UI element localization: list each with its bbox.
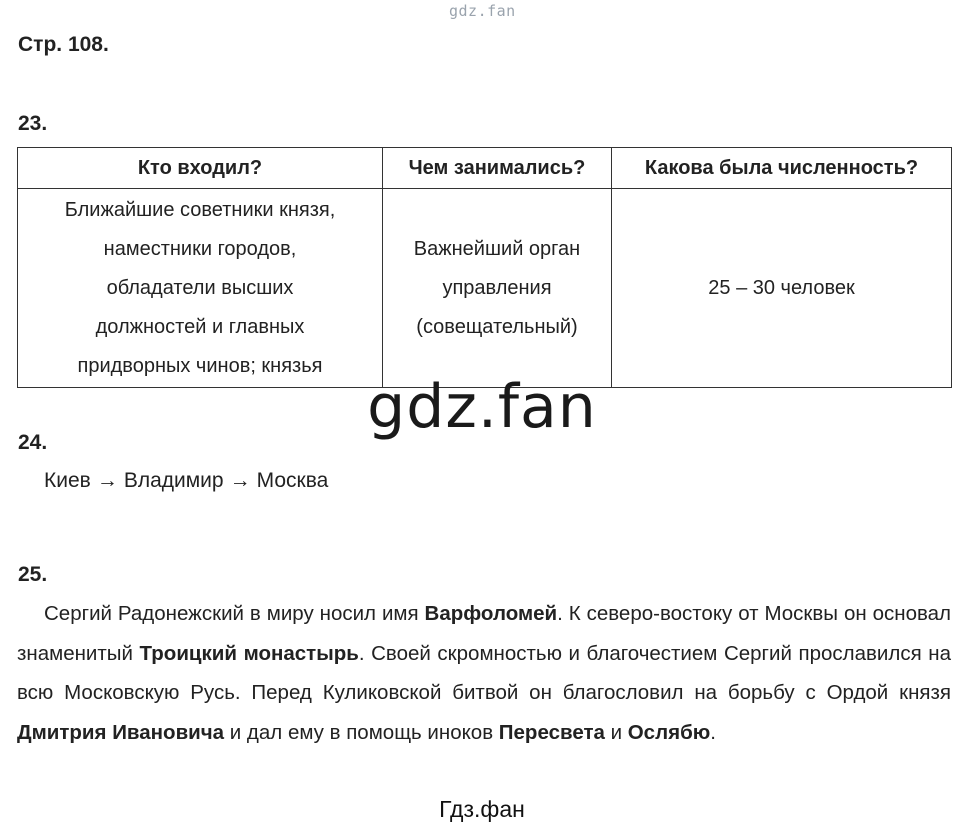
cell-who [18,189,383,388]
route-city: Владимир [123,469,224,492]
paragraph-bold-text: Дмитрия Ивановича [17,720,225,744]
route-city: Москва [256,469,329,492]
paragraph-text: и [604,720,628,744]
page-label: Стр. 108. [18,33,109,56]
paragraph-bold-text: Троицкий монастырь [139,641,359,665]
cell-line: придворных чинов; князья [77,354,323,377]
paragraph-bold-text: Варфоломей [424,602,558,625]
paragraph-bold-text: Пересвета [498,720,605,744]
cell-what [383,189,612,388]
arrow-right-icon: → [96,469,118,492]
route-line [44,469,328,493]
cell-line: (совещательный) [416,315,578,338]
cell-count [612,189,952,388]
cell-line: обладатели высших [106,276,294,299]
watermark-large: gdz.fan [367,372,597,442]
table-row [18,189,952,388]
route-city: Киев [44,469,91,492]
paragraph-text: . К северо-востоку от Москвы он основал знаменитый [17,602,951,665]
header-who: Кто входил? [18,148,383,189]
watermark-top: gdz.fan [449,2,516,20]
cell-line: наместники городов, [103,237,297,260]
arrow-right-icon: → [229,469,251,492]
task-24-number: 24. [18,431,48,454]
task-23-number: 23. [18,112,48,135]
paragraph-text: . Своей скромностью и благочестием Сергий прославился на всю Московскую Русь. Перед Куликовской битвой он благословил на борьбу с Ордой князя [17,641,951,704]
watermark-bottom: Гдз.фан [439,796,525,822]
cell-line: должностей и главных [95,315,305,338]
cell-line: 25 – 30 человек [708,276,855,299]
cell-line: управления [442,276,552,299]
paragraph-text: . [710,720,716,744]
cell-line: Важнейший орган [413,237,581,260]
paragraph-text: Сергий Радонежский в миру носил имя [44,602,425,625]
paragraph-text: и дал ему в помощь иноков [224,720,499,744]
task-25-paragraph [17,594,951,752]
task-25-number: 25. [18,563,48,586]
header-count: Какова была численность? [612,148,952,189]
header-what: Чем занимались? [383,148,612,189]
paragraph-bold-text: Ослябю [627,720,711,744]
answer-table [17,147,952,388]
table-header-row [18,148,952,189]
cell-line: Ближайшие советники князя, [64,198,336,221]
